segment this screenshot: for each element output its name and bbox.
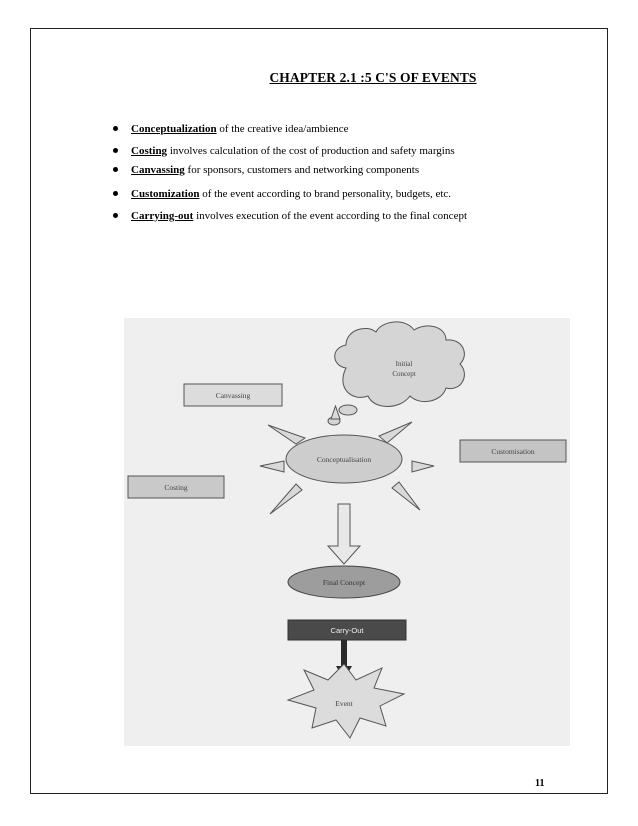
- final-concept-label: Final Concept: [322, 578, 366, 587]
- customisation-label: Customisation: [491, 447, 535, 456]
- bullet-icon: [113, 213, 118, 218]
- bullet-term: Customization: [131, 188, 200, 200]
- costing-label: Costing: [164, 483, 188, 492]
- list-item: [113, 118, 467, 140]
- bullet-icon: [113, 126, 118, 131]
- page-title: [0, 70, 638, 86]
- carry-out-label: Carry-Out: [330, 626, 364, 635]
- list-item: [113, 205, 467, 227]
- bullet-text: involves execution of the event according to the final concept: [193, 210, 468, 222]
- page-number: 11: [535, 778, 545, 789]
- initial-concept-label-2: Concept: [392, 370, 416, 378]
- bullet-icon: [113, 148, 118, 153]
- bullet-term: Costing: [131, 145, 168, 157]
- conceptualisation-label: Conceptualisation: [316, 455, 372, 464]
- bullet-list: [113, 118, 467, 227]
- bullet-text: for sponsors, customers and networking components: [184, 164, 420, 176]
- list-item: [113, 159, 467, 181]
- initial-concept-label-1: Initial: [395, 360, 413, 368]
- bullet-icon: [113, 191, 118, 196]
- bullet-term: Canvassing: [131, 164, 185, 176]
- page-title-text: CHAPTER 2.1 :5 C'S OF EVENTS: [269, 70, 477, 85]
- event-label: Event: [335, 699, 353, 708]
- bullet-term: Conceptualization: [131, 123, 217, 135]
- bullet-text: involves calculation of the cost of production and safety margins: [167, 145, 455, 157]
- bullet-term: Carrying-out: [131, 210, 194, 222]
- bullet-text: of the creative idea/ambience: [216, 123, 349, 135]
- bullet-icon: [113, 167, 118, 172]
- canvassing-label: Canvassing: [215, 391, 251, 400]
- bullet-text: of the event according to brand personality, budgets, etc.: [199, 188, 452, 200]
- thought-bubble-large: [339, 405, 357, 415]
- list-item: [113, 183, 467, 205]
- five-cs-diagram: [124, 318, 570, 746]
